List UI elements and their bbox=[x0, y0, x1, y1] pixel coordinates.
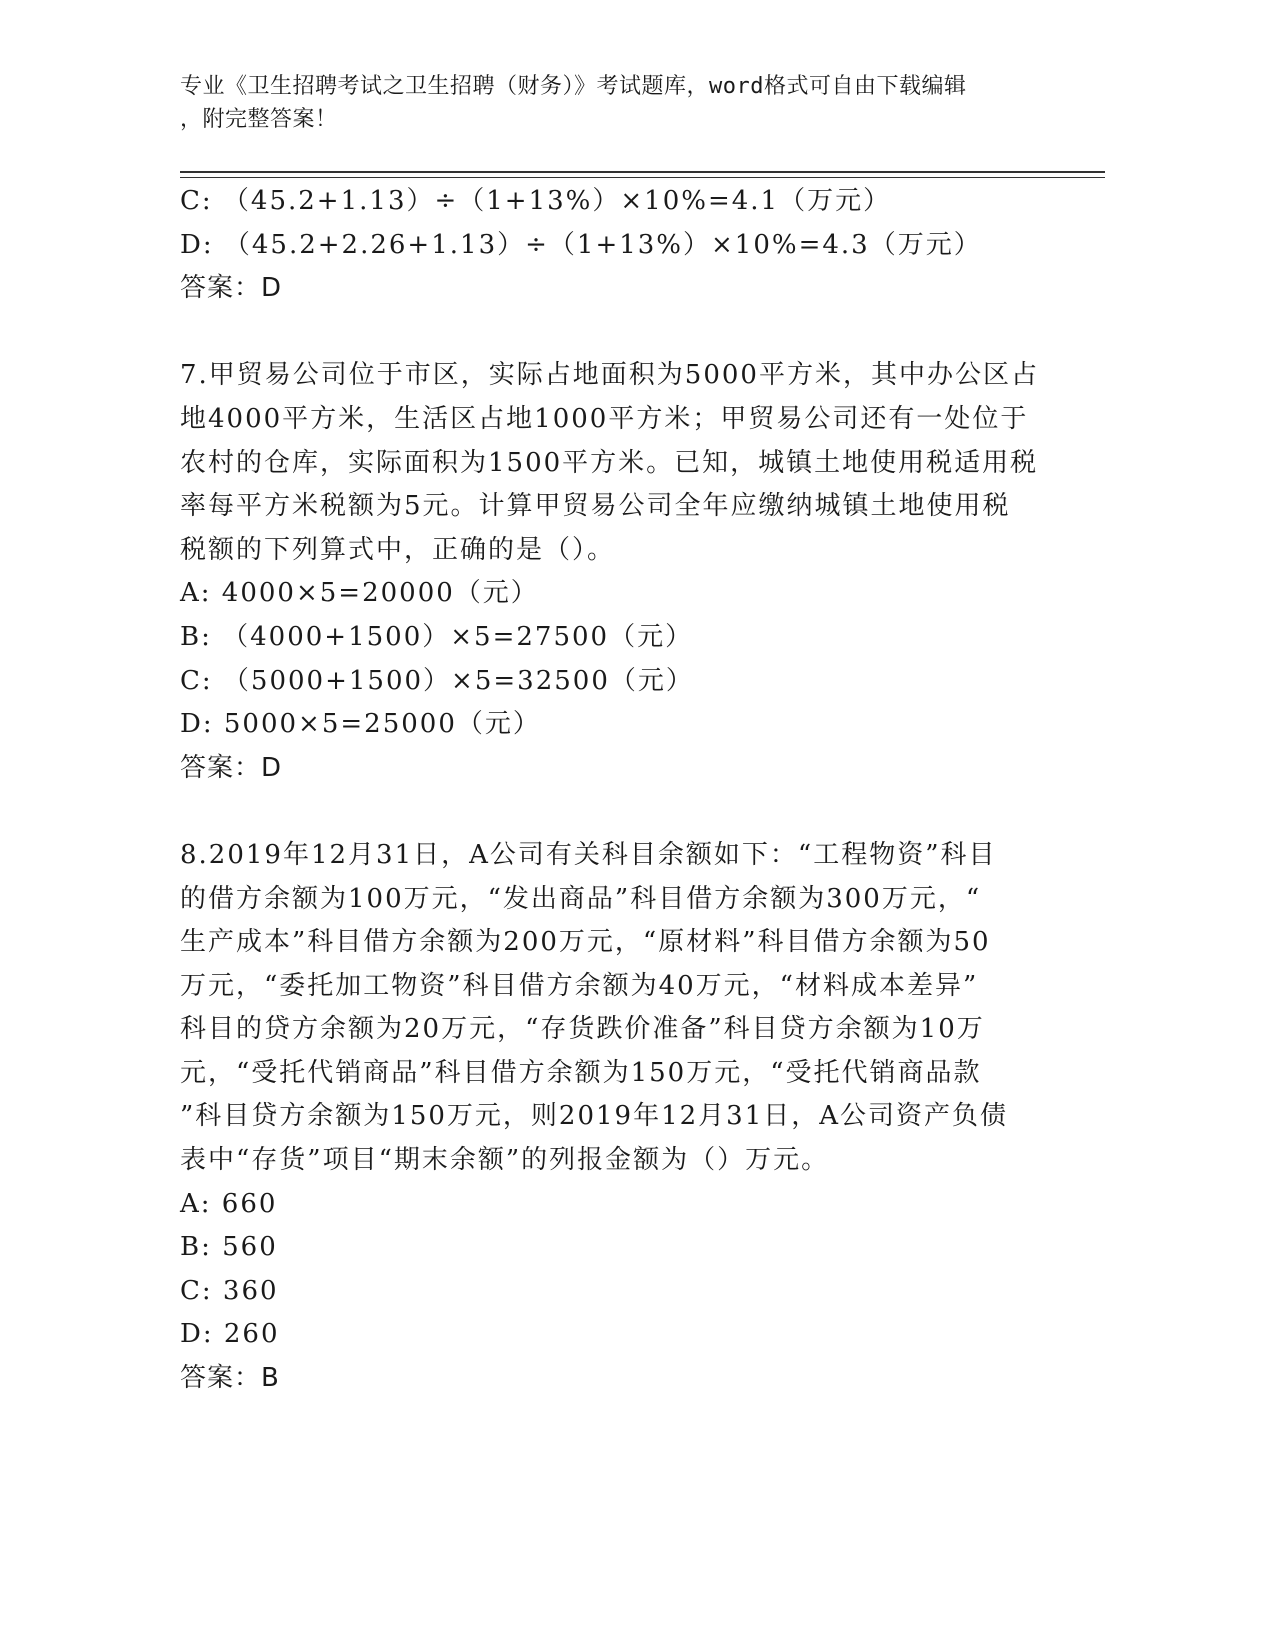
q7-stem-line: 税额的下列算式中，正确的是（）。 bbox=[180, 534, 616, 565]
q6-option-c: C: （45.2+1.13）÷（1+13%）×10%=4.1（万元） bbox=[180, 186, 892, 216]
q7-option-a: A: 4000×5=20000（元） bbox=[180, 578, 539, 609]
q6-answer: 答案：D bbox=[180, 273, 283, 304]
question-7 bbox=[180, 354, 1039, 790]
q6-option-d: D: （45.2+2.26+1.13）÷（1+13%）×10%=4.3（万元） bbox=[180, 229, 982, 260]
q8-option-d: D: 260 bbox=[180, 1319, 280, 1350]
header-line-1: 专业《卫生招聘考试之卫生招聘（财务）》考试题库，word格式可自由下载编辑 bbox=[180, 74, 967, 99]
header-divider-thin bbox=[180, 177, 1105, 178]
header-divider-thick bbox=[180, 171, 1105, 173]
q7-stem-line: 农村的仓库，实际面积为1500平方米。已知，城镇土地使用税适用税 bbox=[180, 447, 1039, 478]
header-line-2: ，附完整答案！ bbox=[180, 107, 338, 132]
q8-stem-line: 科目的贷方余额为20万元，“存货跌价准备”科目贷方余额为10万 bbox=[180, 1014, 985, 1045]
q7-option-b: B: （4000+1500）×5=27500（元） bbox=[180, 621, 694, 652]
q8-answer: 答案：B bbox=[180, 1363, 280, 1394]
q7-stem-line: 率每平方米税额为5元。计算甲贸易公司全年应缴纳城镇土地使用税 bbox=[180, 491, 1011, 522]
q8-option-c: C: 360 bbox=[180, 1275, 279, 1306]
q8-stem-line: ”科目贷方余额为150万元，则2019年12月31日，A公司资产负债 bbox=[180, 1101, 1009, 1132]
q7-answer: 答案：D bbox=[180, 752, 283, 783]
q7-option-c: C: （5000+1500）×5=32500（元） bbox=[180, 665, 694, 696]
q8-option-a: A: 660 bbox=[180, 1188, 278, 1219]
q7-stem-line: 7.甲贸易公司位于市区，实际占地面积为5000平方米，其中办公区占 bbox=[180, 360, 1039, 391]
q8-stem-line: 的借方余额为100万元，“发出商品”科目借方余额为300万元，“ bbox=[180, 883, 982, 914]
q8-stem-line: 生产成本”科目借方余额为200万元，“原材料”科目借方余额为50 bbox=[180, 927, 991, 958]
q8-stem-line: 万元，“委托加工物资”科目借方余额为40万元，“材料成本差异” bbox=[180, 970, 979, 1001]
q7-stem-line: 地4000平方米，生活区占地1000平方米；甲贸易公司还有一处位于 bbox=[180, 403, 1029, 434]
question-6-tail bbox=[180, 180, 1030, 311]
q8-stem-line: 元，“受托代销商品”科目借方余额为150万元，“受托代销商品款 bbox=[180, 1057, 982, 1088]
document-header bbox=[180, 70, 1060, 136]
q8-stem-line: 表中“存货”项目“期末余额”的列报金额为（）万元。 bbox=[180, 1145, 830, 1176]
question-8 bbox=[180, 834, 1030, 1401]
document-body bbox=[180, 180, 1039, 1401]
q7-option-d: D: 5000×5=25000（元） bbox=[180, 709, 541, 740]
q8-stem-line: 8.2019年12月31日，A公司有关科目余额如下：“工程物资”科目 bbox=[180, 839, 997, 870]
q8-option-b: B: 560 bbox=[180, 1232, 278, 1263]
